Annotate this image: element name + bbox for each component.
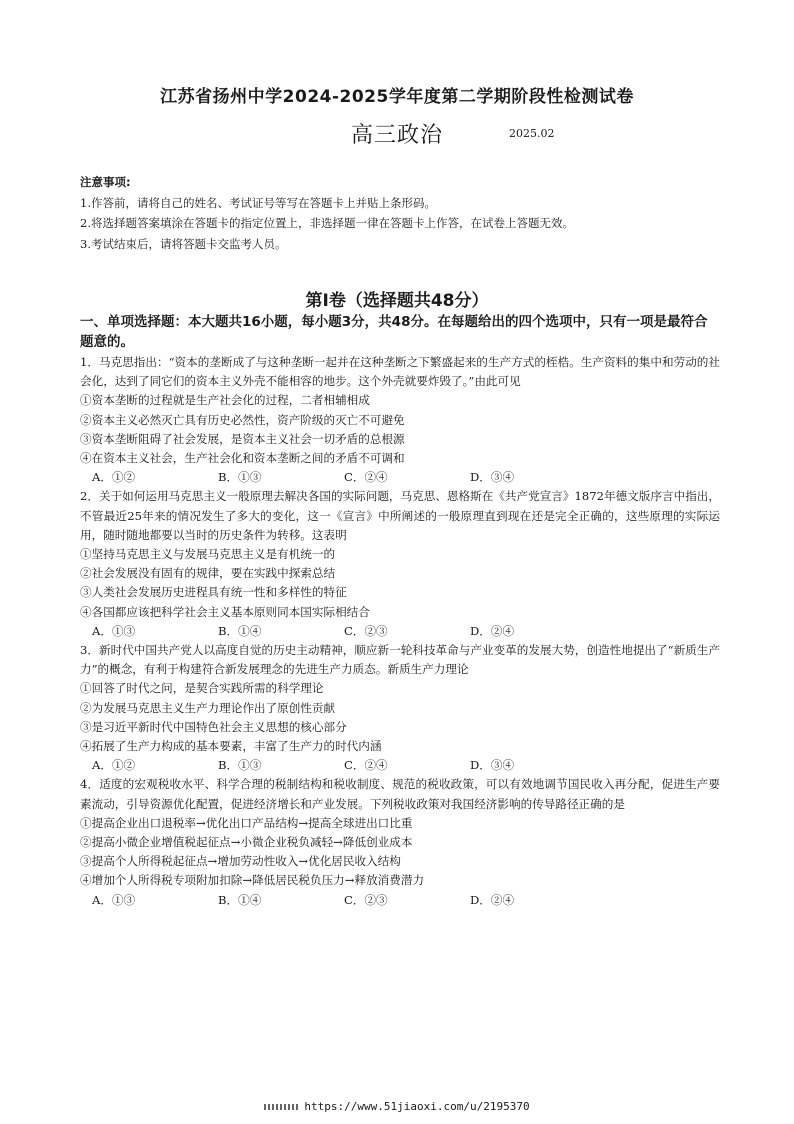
statement: ④增加个人所得税专项附加扣除→降低居民税负压力→释放消费潜力 [80,873,425,888]
statement: ③是习近平新时代中国特色社会主义思想的核心部分 [80,719,347,734]
statement: ①坚持马克思主义与发展马克思主义是有机统一的 [80,547,336,562]
statement: ②社会发展没有固有的规律，要在实践中探索总结 [80,566,336,581]
option-d: D．②④ [470,892,515,907]
question-stem: 4．适度的宏观税收水平、科学合理的税制结构和税收制度、规范的税收政策，可以有效地调节国民收入再分配，促进生产要素流动，引导资源优化配置，促进经济增长和产业发展。下列税收政策对我国经济影响的传导路径正确的是 [80,777,720,811]
statement: ①回答了时代之问，是契合实践所需的科学理论 [80,681,324,696]
answer-options [80,756,720,775]
question [80,353,720,487]
exam-date: 2025.02 [509,127,555,140]
watermark-mark [264,1104,298,1110]
statement: ③人类社会发展历史进程具有统一性和多样性的特征 [80,585,347,600]
answer-options [80,622,720,641]
option-a: A．①② [92,470,136,485]
question-stem: 2．关于如何运用马克思主义一般原理去解决各国的实际问题，马克思、恩格斯在《共产党宣言》1872年德文版序言中指出，不管最近25年来的情况发生了多大的变化，这一《宣言》中所阐述的一般原理直到现在还是完全正确的，这些原理的实际运用，随时随地都要以当时的历史条件为转移。这表明 [80,489,720,542]
option-b: B．①③ [218,470,262,485]
question [80,775,720,909]
option-a: A．①② [92,758,136,773]
statement: ②提高小微企业增值税起征点→小微企业税负减轻→降低创业成本 [80,835,413,850]
option-d: D．③④ [470,470,515,485]
option-b: B．①③ [218,758,262,773]
notice-block [80,172,720,254]
question [80,641,720,775]
option-c: C．②③ [344,892,388,907]
section-title: 第Ⅰ卷（选择题共48分） [305,291,489,311]
answer-options [80,891,720,910]
statement: ④在资本主义社会，生产社会化和资本垄断之间的矛盾不可调和 [80,451,405,466]
statement: ③资本垄断阻碍了社会发展，是资本主义社会一切矛盾的总根源 [80,431,405,446]
section-intro: 一、单项选择题：本大题共16小题，每小题3分，共48分。在每题给出的四个选项中，只有一项是最符合题意的。 [80,314,708,350]
statement: ①资本垄断的过程就是生产社会化的过程，二者相辅相成 [80,393,370,408]
notice-item: 3.考试结束后，请将答题卡交监考人员。 [80,236,287,251]
statement: ④拓展了生产力构成的基本要素，丰富了生产力的时代内涵 [80,739,382,754]
option-d: D．③④ [470,758,515,773]
statement: ②为发展马克思主义生产力理论作出了原创性贡献 [80,700,336,715]
notice-item: 1.作答前，请将自己的姓名、考试证号等写在答题卡上并贴上条形码。 [80,195,436,210]
option-a: A．①③ [92,892,136,907]
option-c: C．②④ [344,758,388,773]
statement: ①提高企业出口退税率→优化出口产品结构→提高全球进出口比重 [80,815,413,830]
notice-item: 2.将选择题答案填涂在答题卡的指定位置上，非选择题一律在答题卡上作答，在试卷上答题无效。 [80,216,574,230]
option-b: B．①④ [218,623,262,638]
question-list [80,353,720,910]
option-c: C．②③ [344,623,388,638]
option-a: A．①③ [92,623,136,638]
question-stem: 1．马克思指出：“资本的垄断成了与这种垄断一起并在这种垄断之下繁盛起来的生产方式的桎梏。生产资料的集中和劳动的社会化，达到了同它们的资本主义外壳不能相容的地步。这个外壳就要炸毁了。”由此可见 [80,355,720,389]
question [80,487,720,641]
statement: ③提高个人所得税起征点→增加劳动性收入→优化居民收入结构 [80,854,401,869]
footer-url[interactable]: https://www.51jiaoxi.com/u/2195370 [304,1100,530,1113]
question-stem: 3．新时代中国共产党人以高度自觉的历史主动精神，顺应新一轮科技革命与产业变革的发展大势，创造性地提出了“新质生产力”的概念，有利于构建符合新发展理念的先进生产力质态。新质生产力理论 [80,643,720,677]
statement: ②资本主义必然灭亡具有历史必然性，资产阶级的灭亡不可避免 [80,412,405,427]
statement: ④各国都应该把科学社会主义基本原则同本国实际相结合 [80,604,370,619]
notice-heading: 注意事项: [80,175,131,189]
footer [0,1100,794,1113]
subject-title: 高三政治 [350,123,443,148]
option-d: D．②④ [470,623,515,638]
option-b: B．①④ [218,892,262,907]
option-c: C．②④ [344,470,388,485]
answer-options [80,468,720,487]
exam-title: 江苏省扬州中学2024-2025学年度第二学期阶段性检测试卷 [160,87,634,107]
